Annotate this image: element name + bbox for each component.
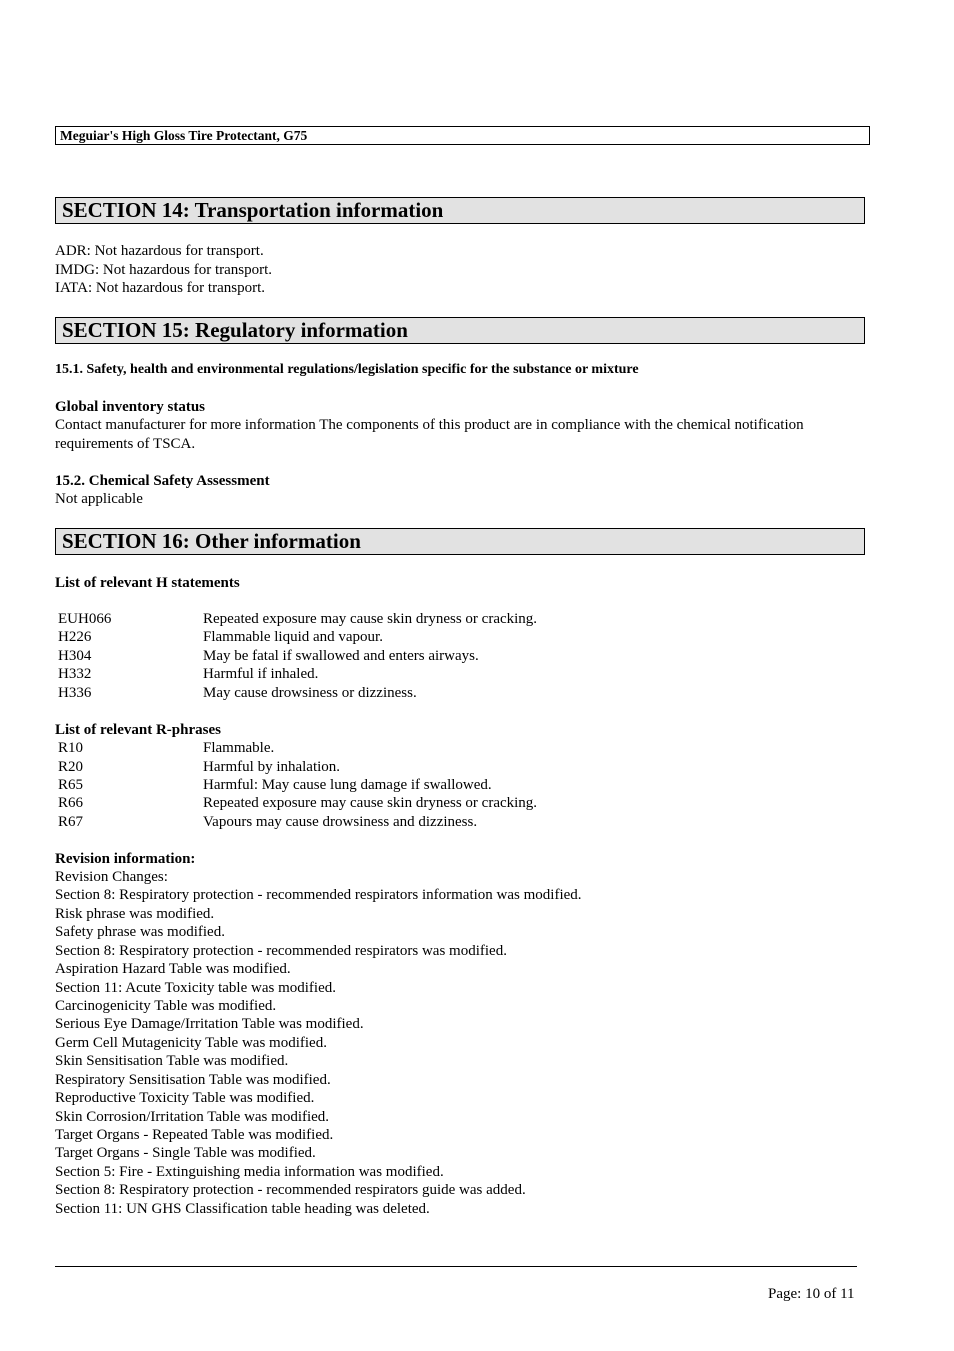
revision-line: Section 8: Respiratory protection - recommended respirators information was modified.	[55, 887, 582, 903]
h-statement-text: Flammable liquid and vapour.	[203, 629, 383, 645]
revision-line: Serious Eye Damage/Irritation Table was modified.	[55, 1016, 364, 1032]
r-phrases-heading: List of relevant R-phrases	[55, 722, 221, 738]
revision-line: Section 11: UN GHS Classification table heading was deleted.	[55, 1201, 430, 1217]
r-phrase-text: Harmful: May cause lung damage if swallowed.	[203, 777, 492, 793]
chemical-safety-text: Not applicable	[55, 491, 143, 507]
revision-line: Carcinogenicity Table was modified.	[55, 998, 277, 1014]
revision-line: Target Organs - Repeated Table was modified.	[55, 1127, 334, 1143]
revision-line: Skin Corrosion/Irritation Table was modified.	[55, 1109, 330, 1125]
r-phrase-text: Vapours may cause drowsiness and dizziness.	[203, 814, 478, 830]
transport-iata: IATA: Not hazardous for transport.	[55, 280, 265, 296]
revision-line: Section 11: Acute Toxicity table was modified.	[55, 980, 336, 996]
revision-line: Section 8: Respiratory protection - recommended respirators was modified.	[55, 943, 507, 959]
h-statement-code: H336	[58, 685, 92, 701]
revision-line: Section 8: Respiratory protection - recommended respirators guide was added.	[55, 1182, 526, 1198]
section-16-header: SECTION 16: Other information	[55, 528, 865, 555]
revision-line: Respiratory Sensitisation Table was modified.	[55, 1072, 331, 1088]
h-statement-code: H332	[58, 666, 92, 682]
r-phrase-text: Flammable.	[203, 740, 275, 756]
r-phrase-text: Harmful by inhalation.	[203, 759, 341, 775]
h-statement-code: EUH066	[58, 611, 112, 627]
h-statement-text: Harmful if inhaled.	[203, 666, 319, 682]
revision-line: Section 5: Fire - Extinguishing media information was modified.	[55, 1164, 444, 1180]
inventory-status-heading: Global inventory status	[55, 399, 206, 415]
revision-line: Target Organs - Single Table was modified.	[55, 1145, 316, 1161]
revision-line: Safety phrase was modified.	[55, 924, 225, 940]
revision-line: Aspiration Hazard Table was modified.	[55, 961, 291, 977]
h-statement-text: May be fatal if swallowed and enters airways.	[203, 648, 479, 664]
r-phrase-code: R10	[58, 740, 84, 756]
inventory-status-text: Contact manufacturer for more information The components of this product are in compliance with the chemical notification requirements of TSCA.	[55, 417, 804, 452]
r-phrase-code: R67	[58, 814, 84, 830]
revision-line: Revision Changes:	[55, 869, 168, 885]
h-statement-code: H226	[58, 629, 92, 645]
section-14-header: SECTION 14: Transportation information	[55, 197, 865, 224]
revision-line: Reproductive Toxicity Table was modified.	[55, 1090, 315, 1106]
h-statement-text: May cause drowsiness or dizziness.	[203, 685, 417, 701]
r-phrase-code: R66	[58, 795, 84, 811]
h-statements-heading: List of relevant H statements	[55, 575, 240, 591]
r-phrase-text: Repeated exposure may cause skin dryness or cracking.	[203, 795, 538, 811]
transport-imdg: IMDG: Not hazardous for transport.	[55, 262, 273, 278]
revision-line: Germ Cell Mutagenicity Table was modified.	[55, 1035, 327, 1051]
section-15-1-heading: 15.1. Safety, health and environmental regulations/legislation specific for the substance or mixture	[55, 362, 639, 377]
section-15-header: SECTION 15: Regulatory information	[55, 317, 865, 344]
transport-adr: ADR: Not hazardous for transport.	[55, 243, 264, 259]
revision-heading: Revision information:	[55, 851, 196, 867]
r-phrase-code: R20	[58, 759, 84, 775]
section-15-2-heading: 15.2. Chemical Safety Assessment	[55, 473, 270, 489]
h-statement-text: Repeated exposure may cause skin dryness or cracking.	[203, 611, 538, 627]
revision-line: Risk phrase was modified.	[55, 906, 215, 922]
h-statement-code: H304	[58, 648, 92, 664]
product-name-box: Meguiar's High Gloss Tire Protectant, G75	[55, 126, 870, 145]
revision-line: Skin Sensitisation Table was modified.	[55, 1053, 289, 1069]
page-number: Page: 10 of 11	[768, 1286, 855, 1302]
footer-rule	[55, 1266, 857, 1267]
r-phrase-code: R65	[58, 777, 84, 793]
